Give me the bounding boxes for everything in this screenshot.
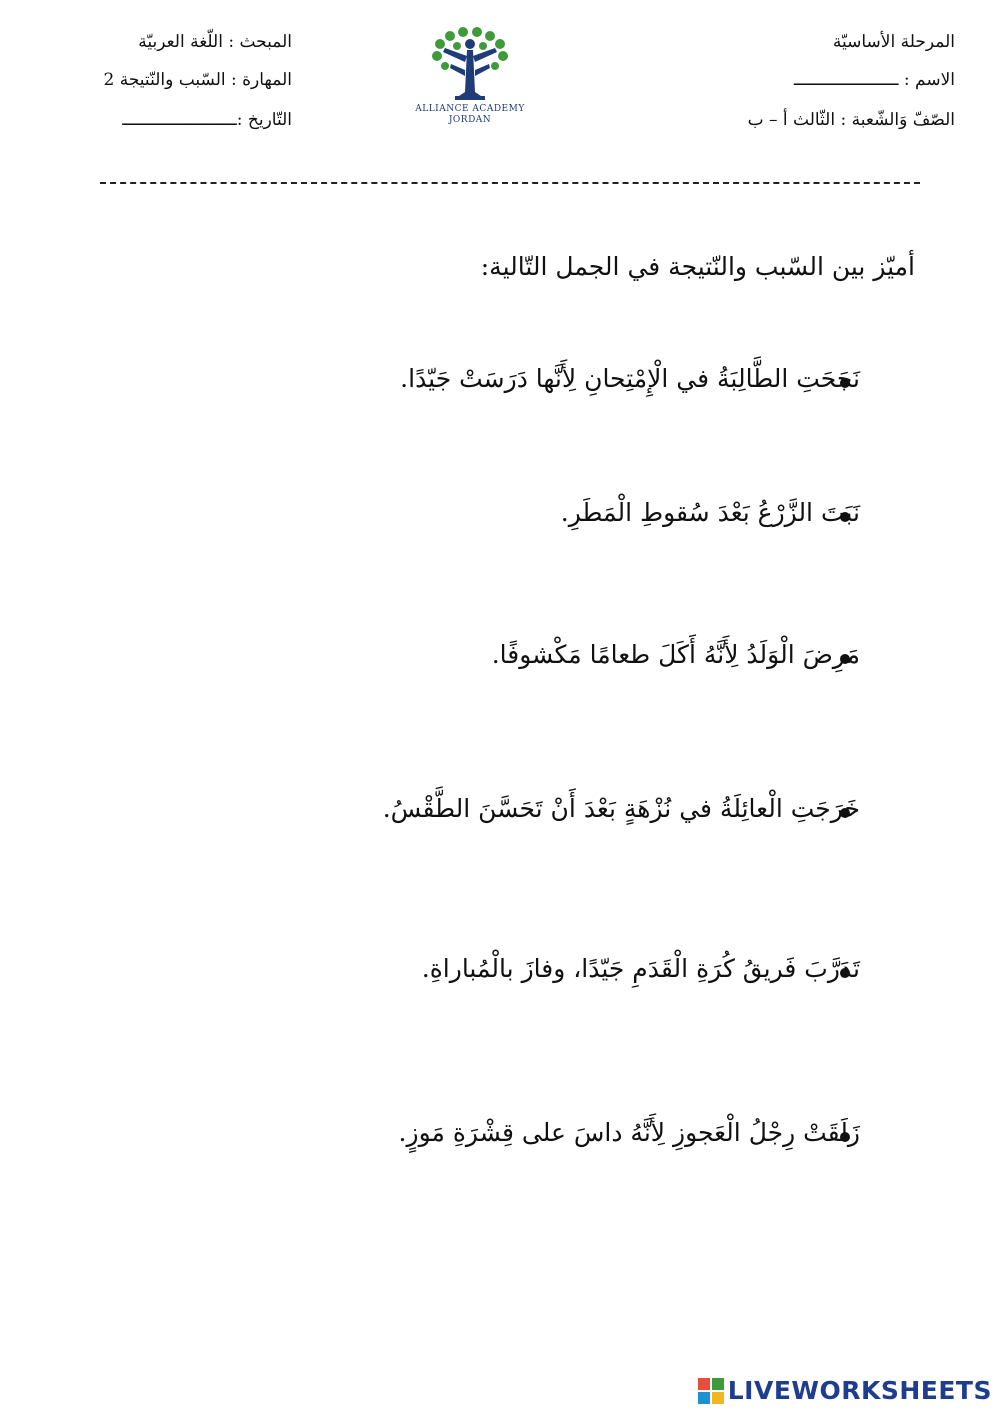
sentence-6: زَلَقَتْ رِجْلُ الْعَجوزِ لِأَنَّهُ داسَ على قِشْرَةِ مَوزٍ. bbox=[398, 1118, 860, 1147]
logo-text-line1: ALLIANCE ACADEMY bbox=[415, 104, 525, 114]
sentence-5: تَدَرَّبَ فَريقُ كُرَةِ الْقَدَمِ جَيّدًا، وفازَ بالْمُباراةِ. bbox=[421, 954, 860, 983]
logo-text-line2: JORDAN bbox=[448, 115, 492, 125]
class-label: الصّفّ وَالشّعبة : الثّالث أ – ب bbox=[747, 110, 955, 130]
stage-label: المرحلة الأساسيّة bbox=[832, 32, 955, 52]
subject-label: المبحث : اللّغة العربيّة bbox=[138, 32, 292, 52]
logo-text bbox=[405, 104, 535, 126]
skill-label: المهارة : السّبب والنّتيجة 2 bbox=[103, 70, 292, 90]
name-field-label: الاسم : ـــــــــــــــــــــ bbox=[793, 70, 955, 90]
sentence-2: نَبَتَ الزَّرْعُ بَعْدَ سُقوطِ الْمَطَرِ. bbox=[560, 498, 860, 527]
sentence-1: نَجَحَتِ الطَّالِبَةُ في الْإِمْتِحانِ لِأَنَّها دَرَسَتْ جَيّدًا. bbox=[400, 364, 860, 393]
liveworksheets-watermark bbox=[698, 1376, 992, 1405]
date-field-label: التّاريخ :ـــــــــــــــــــــــ bbox=[122, 110, 292, 130]
watermark-text: LIVEWORKSHEETS bbox=[727, 1376, 992, 1405]
instruction-heading: أميّز بين السّبب والنّتيجة في الجمل التّالية: bbox=[480, 252, 915, 281]
liveworksheets-logo-icon bbox=[698, 1378, 724, 1404]
dashed-divider bbox=[100, 182, 920, 184]
sentence-4: خَرَجَتِ الْعائِلَةُ في نُزْهَةٍ بَعْدَ أَنْ تَحَسَّنَ الطَّقْسُ. bbox=[382, 794, 860, 823]
sentence-3: مَرِضَ الْوَلَدُ لِأَنَّهُ أَكَلَ طعامًا مَكْشوفًا. bbox=[491, 640, 860, 669]
